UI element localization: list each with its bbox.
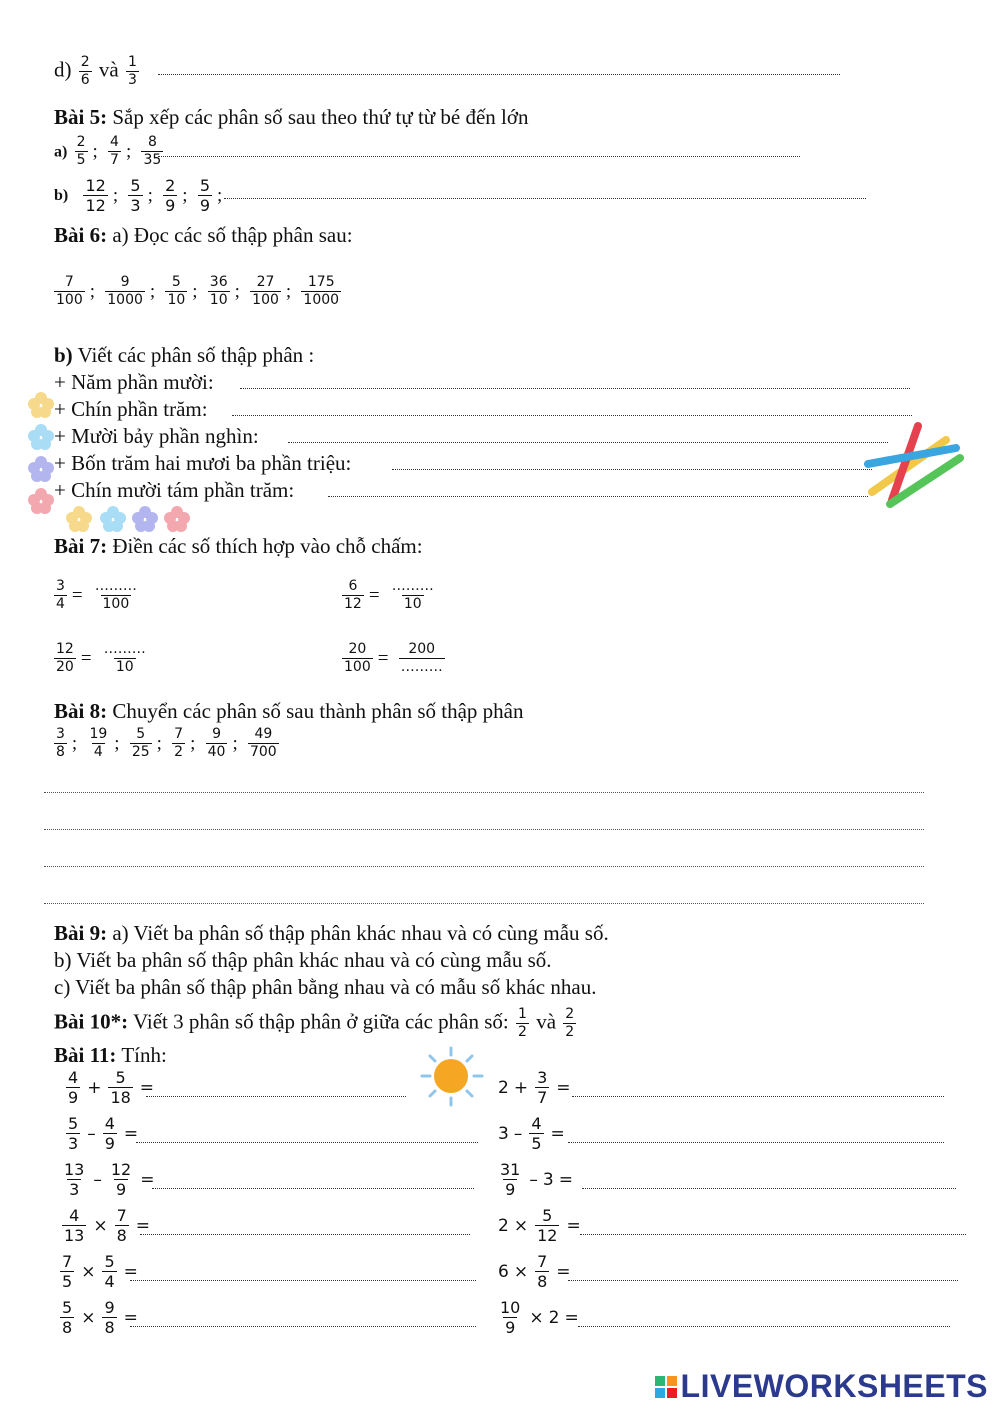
bai11-heading: Bài 11: Tính: (54, 1043, 167, 1067)
bai6-heading: Bài 6: a) Đọc các số thập phân sau: (54, 223, 353, 247)
answer-line[interactable] (580, 1234, 966, 1235)
answer-line[interactable] (232, 415, 912, 416)
fraction: $\frac{\dots\dots\dots}{100}$ (94, 578, 137, 612)
fraction: $\frac{5}{25}$ (131, 726, 150, 760)
flower-icon (28, 488, 54, 514)
calc-row: $\frac{31}{9}$ – 3 = (500, 1160, 573, 1199)
fraction: $\frac{200}{\dots\dots\dots}$ (400, 641, 443, 675)
fraction: $\frac{36}{10}$ (209, 274, 228, 308)
fraction: $\frac{3}{4}$ (56, 578, 65, 612)
answer-line[interactable] (130, 1326, 476, 1327)
flower-icon (66, 506, 92, 532)
bai7-heading: Bài 7: Điền các số thích hợp vào chỗ chấm: (54, 534, 423, 558)
fraction: $\frac{175}{1000}$ (303, 274, 340, 308)
fraction: $\frac{20}{100}$ (344, 641, 371, 675)
bai7-eq: $\frac{6}{12}$ = $\frac{\dots\dots\dots}{10}$ (344, 578, 434, 612)
bai6-item: + Mười bảy phần nghìn: (54, 424, 259, 448)
flower-icon (164, 506, 190, 532)
bai6-item: + Bốn trăm hai mươi ba phần triệu: (54, 451, 352, 475)
fraction: $\frac{2}{2}$ (565, 1006, 575, 1040)
answer-line[interactable] (240, 388, 910, 389)
fraction: $\frac{12}{20}$ (56, 641, 74, 675)
logo-grid-icon (655, 1376, 677, 1398)
flower-icon (28, 424, 54, 450)
bai9-a: Bài 9: a) Viết ba phân số thập phân khác nhau và có cùng mẫu số. (54, 921, 609, 945)
fraction: $\frac{6}{12}$ (344, 578, 362, 612)
flower-icon (28, 392, 54, 418)
answer-line[interactable] (140, 1234, 470, 1235)
flower-icon (100, 506, 126, 532)
answer-line[interactable] (158, 156, 800, 157)
bai7-eq: $\frac{12}{20}$ = $\frac{\dots\dots\dots}{10}$ (56, 641, 146, 675)
calc-row: $\frac{7}{5}$ × $\frac{5}{4}$ = (62, 1252, 138, 1291)
answer-line[interactable] (130, 1280, 476, 1281)
brand-text: LIVEWORKSHEETS (680, 1368, 988, 1404)
fraction: $\frac{2}{9}$ (165, 176, 176, 215)
calc-row: $\frac{4}{13}$ × $\frac{7}{8}$ = (64, 1206, 151, 1245)
fraction: $\frac{5}{10}$ (167, 274, 186, 308)
answer-line[interactable] (568, 1280, 958, 1281)
bai9-b: b) Viết ba phân số thập phân khác nhau và có cùng mẫu số. (54, 948, 552, 972)
fraction: $\frac{27}{100}$ (252, 274, 279, 308)
bai5-b: b) $\frac{12}{12}$ ; $\frac{5}{3}$ ; $\frac{2}{9}$ ; $\frac{5}{9}$ ; (54, 176, 223, 215)
fraction: $\frac{49}{700}$ (249, 726, 277, 760)
fraction: $\frac{\dots\dots\dots}{10}$ (391, 578, 434, 612)
bai6-b-heading: b) Viết các phân số thập phân : (54, 343, 315, 367)
calc-row: $\frac{13}{3}$ – $\frac{12}{9}$ = (64, 1160, 155, 1199)
answer-line[interactable] (288, 442, 888, 443)
answer-line[interactable] (568, 1142, 944, 1143)
fraction: $\frac{1}{3}$ (128, 54, 137, 88)
answer-line[interactable] (44, 903, 924, 904)
answer-line[interactable] (44, 829, 924, 830)
fraction: $\frac{1}{2}$ (518, 1006, 527, 1040)
fraction: $\frac{7}{2}$ (174, 726, 184, 760)
calc-row: 6 × $\frac{7}{8}$ = (498, 1252, 571, 1291)
answer-line[interactable] (44, 866, 924, 867)
item-d (54, 54, 141, 89)
fraction: $\frac{12}{12}$ (85, 176, 106, 215)
fraction: $\frac{7}{100}$ (56, 274, 83, 308)
fraction: $\frac{8}{35}$ (143, 134, 162, 168)
answer-line[interactable] (578, 1326, 950, 1327)
sun-icon (416, 1046, 486, 1108)
bai5-a: a) $\frac{2}{5}$ ; $\frac{4}{7}$ ; $\frac{8}{35}$ (54, 134, 162, 168)
answer-line[interactable] (44, 792, 924, 793)
bai6-fractions: $\frac{7}{100}$ ; $\frac{9}{1000}$ ; $\frac{5}{10}$ ; $\frac{36}{10}$ ; $\frac{27}{100}$ ; $\frac{175}{1000}$ (56, 274, 340, 308)
bai8-heading: Bài 8: Chuyển các phân số sau thành phân số thập phân (54, 699, 524, 723)
fraction: $\frac{4}{7}$ (110, 134, 119, 168)
answer-line[interactable] (158, 74, 840, 75)
flower-icon (132, 506, 158, 532)
fraction: $\frac{2}{6}$ (80, 54, 90, 88)
bai6-item: + Chín mười tám phần trăm: (54, 478, 295, 502)
bai5-heading: Bài 5: Sắp xếp các phân số sau theo thứ tự từ bé đến lớn (54, 105, 529, 129)
fraction: $\frac{\dots\dots\dots}{10}$ (103, 641, 146, 675)
answer-line[interactable] (224, 198, 866, 199)
bai8-fractions: $\frac{3}{8}$ ; $\frac{19}{4}$ ; $\frac{5}{25}$ ; $\frac{7}{2}$ ; $\frac{9}{40}$ ; $\frac{49}{700}$ (56, 726, 277, 760)
answer-line[interactable] (328, 496, 868, 497)
pencils-icon (862, 418, 968, 508)
fraction: $\frac{5}{3}$ (130, 176, 141, 215)
calc-row: 2 + $\frac{3}{7}$ = (498, 1068, 571, 1107)
calc-row: $\frac{5}{3}$ – $\frac{4}{9}$ = (68, 1114, 139, 1153)
fraction: $\frac{2}{5}$ (76, 134, 86, 168)
answer-line[interactable] (146, 1096, 406, 1097)
fraction: $\frac{9}{40}$ (207, 726, 226, 760)
bai10: Bài 10*: Viết 3 phân số thập phân ở giữa các phân số: $\frac{1}{2}$ và $\frac{2}{2}$ (54, 1006, 575, 1040)
answer-line[interactable] (152, 1188, 474, 1189)
answer-line[interactable] (136, 1142, 478, 1143)
answer-line[interactable] (582, 1188, 956, 1189)
fraction: $\frac{9}{1000}$ (107, 274, 143, 308)
answer-line[interactable] (572, 1096, 944, 1097)
bai7-eq: $\frac{3}{4}$ = $\frac{\dots\dots\dots}{100}$ (56, 578, 137, 612)
answer-line[interactable] (392, 469, 872, 470)
calc-row: 3 – $\frac{4}{5}$ = (498, 1114, 565, 1153)
conjunction: và (98, 57, 119, 82)
flower-icon (28, 456, 54, 482)
liveworksheets-logo (655, 1368, 988, 1405)
calc-row: 2 × $\frac{5}{12}$ = (498, 1206, 581, 1245)
calc-row: $\frac{5}{8}$ × $\frac{9}{8}$ = (62, 1298, 138, 1337)
calc-row: $\frac{10}{9}$ × 2 = (500, 1298, 579, 1337)
calc-row: $\frac{4}{9}$ + $\frac{5}{18}$ = (68, 1068, 155, 1107)
bai6-item: + Năm phần mười: (54, 370, 214, 394)
fraction: $\frac{3}{8}$ (56, 726, 65, 760)
bai9-c: c) Viết ba phân số thập phân bằng nhau và có mẫu số khác nhau. (54, 975, 597, 999)
item-label: d) (54, 57, 72, 82)
fraction: $\frac{5}{9}$ (199, 176, 210, 215)
fraction: $\frac{19}{4}$ (89, 726, 108, 760)
bai6-item: + Chín phần trăm: (54, 397, 208, 421)
bai7-eq: $\frac{20}{100}$ = $\frac{200}{\dots\dots\dots}$ (344, 641, 443, 675)
